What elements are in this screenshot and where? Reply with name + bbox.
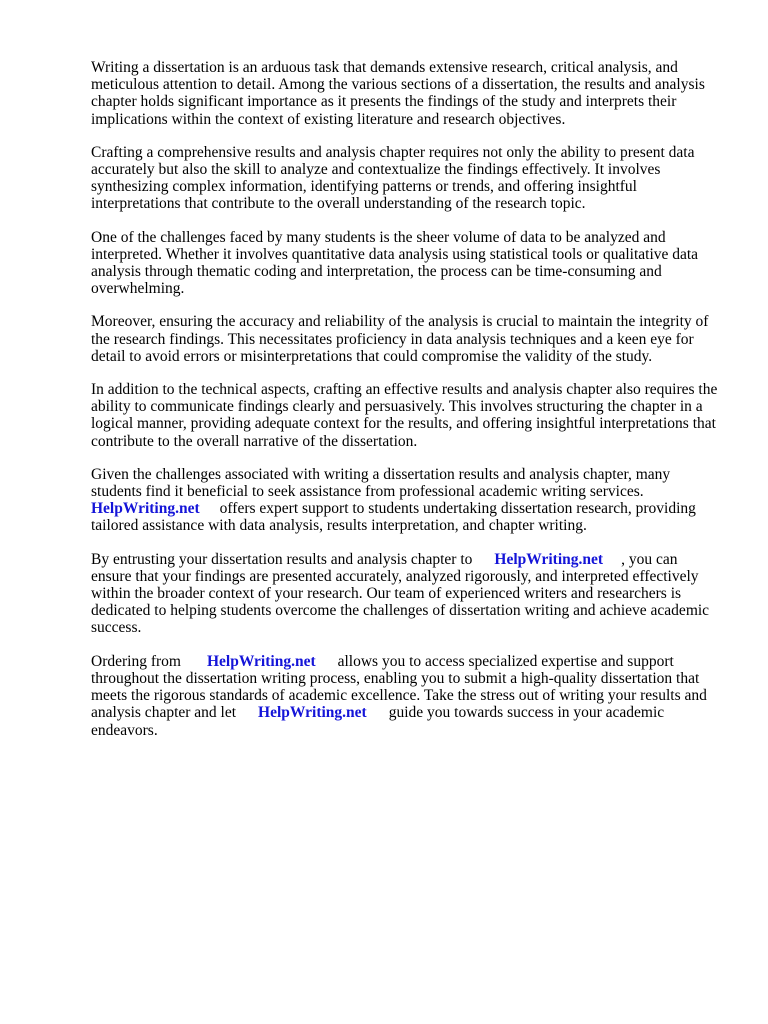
paragraph-entrusting (91, 551, 719, 637)
helpwriting-link[interactable]: HelpWriting.net (206, 652, 316, 670)
paragraph-accuracy (91, 313, 719, 365)
paragraph-text: One of the challenges faced by many students is the sheer volume of data to be analyzed and interpreted. Whether it involves quantitative data analysis using statistical tools or qualitative data analysis through thematic coding and interpretation, the process can be time-consuming and overwhelming. (91, 228, 699, 298)
paragraph-text: Ordering from (91, 652, 181, 670)
document-body (91, 59, 719, 755)
paragraph-text: Writing a dissertation is an arduous task that demands extensive research, critical analysis, and meticulous attention to detail. Among the various sections of a dissertation, the results and analysis chapter holds significant importance as it presents the findings of the study and interprets their implications within the context of existing literature and research objectives. (91, 59, 705, 128)
helpwriting-link[interactable]: HelpWriting.net (494, 550, 604, 568)
paragraph-ordering (91, 653, 719, 739)
paragraph-text: , you can ensure that your findings are presented accurately, analyzed rigorously, and interpreted effectively within the broader context of your research. Our team of experienced writers and researchers is dedicated to helping students overcome the challenges of dissertation writing and achieve academic success. (91, 550, 710, 637)
helpwriting-link[interactable]: HelpWriting.net (258, 704, 367, 722)
paragraph-text: Moreover, ensuring the accuracy and reliability of the analysis is crucial to maintain the integrity of the research findings. This necessitates proficiency in data analysis techniques and a keen eye for detail to avoid errors or misinterpretations that could compromise the validity of the study. (91, 313, 709, 365)
paragraph-challenges (91, 229, 719, 298)
paragraph-text: offers expert support to students undertaking dissertation research, providing tailored assistance with data analysis, results interpretation, and chapter writing. (91, 500, 696, 535)
paragraph-technical (91, 381, 719, 450)
paragraph-crafting (91, 144, 719, 213)
paragraph-assistance (91, 466, 719, 535)
paragraph-text: Crafting a comprehensive results and analysis chapter requires not only the ability to present data accurately but also the skill to analyze and contextualize the findings effectively. It involves synthesizing complex information, identifying patterns or trends, and offering insightful interpretations that contribute to the overall understanding of the research topic. (91, 143, 695, 213)
paragraph-text: guide you towards success in your academic endeavors. (91, 704, 665, 739)
helpwriting-link[interactable]: HelpWriting.net (91, 500, 200, 518)
paragraph-text: In addition to the technical aspects, crafting an effective results and analysis chapter also requires the ability to communicate findings clearly and persuasively. This involves structuring the chapter in a logical manner, providing adequate context for the results, and offering insightful interpretations that contribute to the overall narrative of the dissertation. (91, 381, 718, 450)
paragraph-text: By entrusting your dissertation results and analysis chapter to (91, 550, 473, 568)
paragraph-intro (91, 59, 719, 128)
paragraph-text: allows you to access specialized expertise and support throughout the dissertation writing process, enabling you to submit a high-quality dissertation that meets the rigorous standards of academic excellence. Take the stress out of writing your results and analysis chapter and let (91, 652, 707, 722)
paragraph-text: Given the challenges associated with writing a dissertation results and analysis chapter, many students find it beneficial to seek assistance from professional academic writing services. (91, 465, 671, 501)
